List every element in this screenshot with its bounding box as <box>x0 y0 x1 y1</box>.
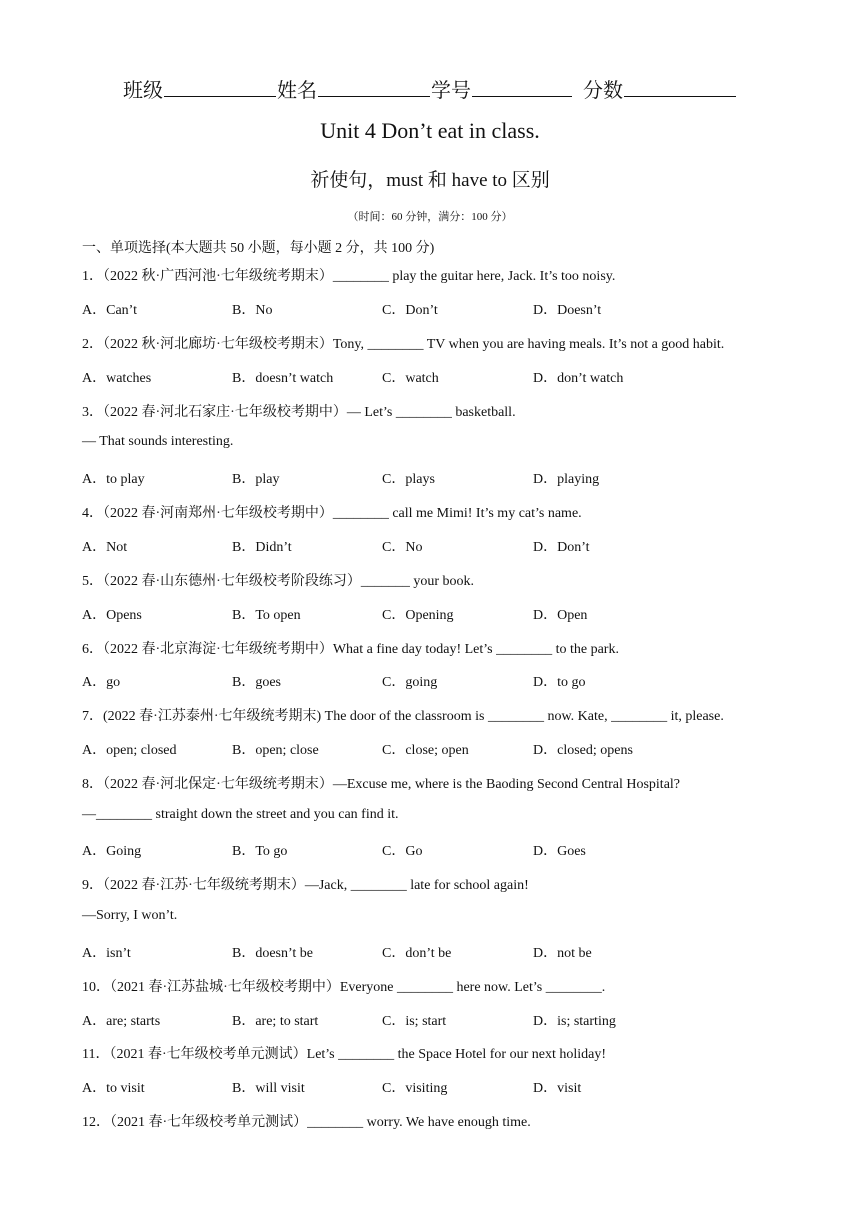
time-note: （时间：60 分钟，满分：100 分） <box>347 211 513 223</box>
question-options <box>82 1077 782 1097</box>
option-c: C．close; open <box>382 743 469 758</box>
student-info-line <box>0 74 860 103</box>
option-a: A．Opens <box>82 608 142 623</box>
option-b: B．Didn’t <box>232 540 292 555</box>
question-options <box>82 942 782 962</box>
option-c: C．don’t be <box>382 946 452 961</box>
option-b: B．To go <box>232 844 288 859</box>
option-b: B．will visit <box>232 1081 305 1096</box>
option-d: D．playing <box>533 472 600 487</box>
option-c: C．going <box>382 675 438 690</box>
option-c: C．No <box>382 540 423 555</box>
question-options <box>82 739 782 759</box>
class-blank <box>164 76 276 97</box>
option-c: C．visiting <box>382 1081 448 1096</box>
option-a: A．are; starts <box>82 1014 161 1029</box>
option-d: D．not be <box>533 946 592 961</box>
option-a: A．watches <box>82 371 152 386</box>
question-options <box>82 1010 782 1030</box>
page-title: Unit 4 Don’t eat in class. <box>320 118 540 143</box>
section-title: 一、单项选择(本大题共 50 小题，每小题 2 分，共 100 分) <box>82 241 435 256</box>
question-options <box>82 468 782 488</box>
option-a: A．Not <box>82 540 128 555</box>
option-d: D．Don’t <box>533 540 590 555</box>
question-options <box>82 536 782 556</box>
question-stem: 7．(2022 春·江苏泰州·七年级统考期末) The door of the classroom is ________ now. Kate, ________ it, please. <box>82 709 724 724</box>
option-b: B．doesn’t be <box>232 946 314 961</box>
option-d: D．visit <box>533 1081 582 1096</box>
option-a: A．go <box>82 675 121 690</box>
option-b: B．are; to start <box>232 1014 319 1029</box>
question-options <box>82 840 782 860</box>
score-blank <box>624 76 736 97</box>
option-a: A．to visit <box>82 1081 145 1096</box>
option-a: A．open; closed <box>82 743 177 758</box>
score-label: 分数 <box>583 80 623 102</box>
option-c: C．Don’t <box>382 303 438 318</box>
question-stem: 8．（2022 春·河北保定·七年级统考期末）—Excuse me, where is the Baoding Second Central Hospital? <box>82 777 681 792</box>
option-c: C．Go <box>382 844 423 859</box>
id-label: 学号 <box>431 80 471 102</box>
option-a: A．to play <box>82 472 145 487</box>
question-stem-continued: —Sorry, I won’t. <box>82 908 178 923</box>
class-label: 班级 <box>123 80 163 102</box>
option-a: A．Can’t <box>82 303 137 318</box>
question-options <box>82 367 782 387</box>
question-stem: 11．（2021 春·七年级校考单元测试）Let’s ________ the Space Hotel for our next holiday! <box>82 1047 607 1062</box>
question-options <box>82 671 782 691</box>
option-b: B．To open <box>232 608 301 623</box>
question-stem: 10．（2021 春·江苏盐城·七年级校考期中）Everyone ________ here now. Let’s ________. <box>82 980 606 995</box>
option-c: C．Opening <box>382 608 454 623</box>
option-b: B．No <box>232 303 273 318</box>
option-d: D．don’t watch <box>533 371 624 386</box>
question-stem: 9．（2022 春·江苏·七年级统考期末）—Jack, ________ late for school again! <box>82 878 529 893</box>
option-d: D．Goes <box>533 844 586 859</box>
option-c: C．is; start <box>382 1014 447 1029</box>
question-stem: 4．（2022 春·河南郑州·七年级校考期中）________ call me Mimi! It’s my cat’s name. <box>82 506 582 521</box>
question-stem: 5．（2022 春·山东德州·七年级校考阶段练习）_______ your book. <box>82 574 474 589</box>
option-b: B．play <box>232 472 280 487</box>
option-d: D．Open <box>533 608 588 623</box>
option-c: C．plays <box>382 472 435 487</box>
question-options <box>82 299 782 319</box>
option-a: A．isn’t <box>82 946 131 961</box>
option-b: B．goes <box>232 675 281 690</box>
question-stem-continued: — That sounds interesting. <box>82 434 234 449</box>
option-a: A．Going <box>82 844 142 859</box>
option-d: D．to go <box>533 675 586 690</box>
question-stem: 2．（2022 秋·河北廊坊·七年级校考期末）Tony, ________ TV when you are having meals. It’s not a good habit. <box>82 337 725 352</box>
question-stem: 1．（2022 秋·广西河池·七年级统考期末）________ play the guitar here, Jack. It’s too noisy. <box>82 269 616 284</box>
question-stem-continued: —________ straight down the street and you can find it. <box>82 807 399 822</box>
question-options <box>82 604 782 624</box>
question-stem: 12．（2021 春·七年级校考单元测试）________ worry. We have enough time. <box>82 1115 531 1130</box>
page-subtitle: 祈使句，must 和 have to 区别 <box>310 170 550 191</box>
option-c: C．watch <box>382 371 439 386</box>
option-d: D．Doesn’t <box>533 303 602 318</box>
option-d: D．is; starting <box>533 1014 616 1029</box>
id-blank <box>472 76 572 97</box>
option-b: B．doesn’t watch <box>232 371 334 386</box>
option-b: B．open; close <box>232 743 319 758</box>
name-label: 姓名 <box>277 80 317 102</box>
option-d: D．closed; opens <box>533 743 633 758</box>
question-stem: 6．（2022 春·北京海淀·七年级统考期中）What a fine day today! Let’s ________ to the park. <box>82 642 619 657</box>
name-blank <box>318 76 430 97</box>
question-stem: 3．（2022 春·河北石家庄·七年级校考期中）— Let’s ________ basketball. <box>82 405 516 420</box>
